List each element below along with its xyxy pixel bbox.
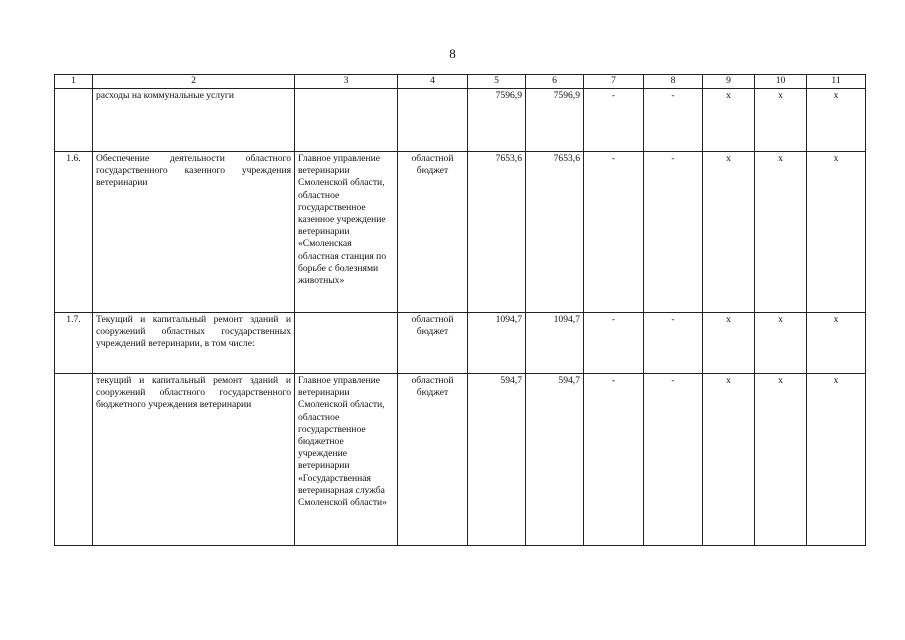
value-cell: х — [703, 89, 755, 152]
amount-cell: 7653,6 — [468, 152, 526, 313]
column-header: 6 — [526, 75, 584, 89]
value-cell: х — [755, 89, 807, 152]
column-header: 10 — [755, 75, 807, 89]
amount-cell: 594,7 — [468, 374, 526, 546]
column-header: 8 — [644, 75, 703, 89]
source-cell: областной бюджет — [398, 374, 468, 546]
value-cell: х — [703, 313, 755, 374]
amount-cell: 1094,7 — [468, 313, 526, 374]
value-cell: - — [584, 374, 644, 546]
value-cell: х — [755, 374, 807, 546]
table-row — [55, 89, 866, 152]
table-row — [55, 313, 866, 374]
table-header-row — [55, 75, 866, 89]
amount-cell: 594,7 — [526, 374, 584, 546]
value-cell: - — [644, 374, 703, 546]
column-header: 7 — [584, 75, 644, 89]
executor-cell: Главное управление ветеринарии Смоленской области, областное государственное бюджетное учреждение ветеринарии «Государственная ветеринарная служба Смоленской области» — [295, 374, 398, 546]
value-cell: - — [584, 89, 644, 152]
column-header: 5 — [468, 75, 526, 89]
executor-cell — [295, 313, 398, 374]
page-number: 8 — [449, 46, 456, 61]
activity-cell: текущий и капитальный ремонт зданий и сооружений областного государственного бюджетного учреждения ветеринарии — [93, 374, 295, 546]
value-cell: х — [703, 152, 755, 313]
column-header: 2 — [93, 75, 295, 89]
source-cell — [398, 89, 468, 152]
executor-cell: Главное управление ветеринарии Смоленской области, областное государственное казенное учреждение ветеринарии «Смоленская областная станция по борьбе с болезнями животных» — [295, 152, 398, 313]
column-header: 1 — [55, 75, 93, 89]
column-header: 3 — [295, 75, 398, 89]
value-cell: х — [807, 89, 866, 152]
table-row — [55, 152, 866, 313]
value-cell: - — [644, 89, 703, 152]
source-cell: областной бюджет — [398, 313, 468, 374]
amount-cell: 7653,6 — [526, 152, 584, 313]
value-cell: х — [755, 152, 807, 313]
source-cell: областной бюджет — [398, 152, 468, 313]
row-number-cell — [55, 89, 93, 152]
executor-cell — [295, 89, 398, 152]
row-number-cell: 1.6. — [55, 152, 93, 313]
value-cell: х — [755, 313, 807, 374]
budget-table — [54, 74, 866, 546]
row-number-cell: 1.7. — [55, 313, 93, 374]
column-header: 4 — [398, 75, 468, 89]
activity-cell: расходы на коммунальные услуги — [93, 89, 295, 152]
value-cell: - — [584, 313, 644, 374]
value-cell: - — [644, 313, 703, 374]
amount-cell: 7596,9 — [526, 89, 584, 152]
activity-cell: Текущий и капитальный ремонт зданий и сооружений областных государственных учреждений ветеринарии, в том числе: — [93, 313, 295, 374]
activity-cell: Обеспечение деятельности областного государственного казенного учреждения ветеринарии — [93, 152, 295, 313]
value-cell: х — [807, 313, 866, 374]
value-cell: х — [807, 152, 866, 313]
value-cell: - — [584, 152, 644, 313]
column-header: 9 — [703, 75, 755, 89]
amount-cell: 1094,7 — [526, 313, 584, 374]
amount-cell: 7596,9 — [468, 89, 526, 152]
value-cell: - — [644, 152, 703, 313]
value-cell: х — [807, 374, 866, 546]
table-row — [55, 374, 866, 546]
row-number-cell — [55, 374, 93, 546]
column-header: 11 — [807, 75, 866, 89]
value-cell: х — [703, 374, 755, 546]
